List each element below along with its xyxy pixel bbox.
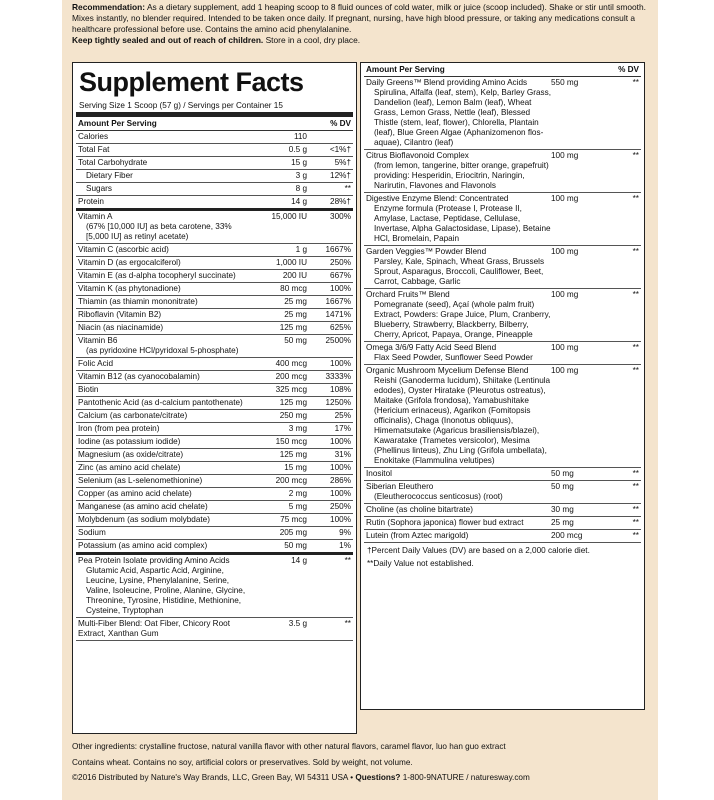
ingredient-dv: ** (632, 482, 639, 491)
nutrient-amount: 75 mcg (280, 515, 307, 524)
nutrient-name: Sugars (86, 184, 112, 193)
dv-label: % DV (330, 119, 351, 128)
nutrient-name-cell (78, 502, 251, 512)
nutrient-row (76, 144, 353, 157)
nutrient-amount: 325 mcg (275, 385, 307, 394)
ingredient-name-cell (366, 505, 551, 515)
ingredient-dv: ** (632, 290, 639, 299)
nutrient-amount: 5 mg (288, 502, 307, 511)
right-header (364, 63, 641, 77)
nutrient-amount: 205 mg (279, 528, 307, 537)
ingredient-dv: ** (632, 518, 639, 527)
nutrient-name-cell (78, 437, 251, 447)
ingredient-description: Flax Seed Powder, Sunflower Seed Powder (374, 353, 533, 362)
nutrient-amount: 14 g (291, 197, 307, 206)
nutrient-dv: 17% (334, 424, 351, 433)
ingredient-amount: 100 mg (551, 194, 579, 203)
ingredient-name: Daily Greens™ Blend providing Amino Acids (366, 78, 528, 87)
nutrient-row (76, 309, 353, 322)
nutrient-dv: 100% (330, 284, 351, 293)
blend-name: Pea Protein Isolate providing Amino Acids (78, 556, 230, 565)
nutrient-dv: 1667% (325, 297, 351, 306)
nutrient-dv: 9% (339, 528, 351, 537)
nutrient-row (76, 157, 353, 170)
nutrient-name-cell (78, 359, 251, 369)
ingredient-name-cell (366, 151, 551, 191)
blend-ingredient-row (364, 289, 641, 342)
nutrient-row (76, 527, 353, 540)
nutrient-dv: <1%† (329, 145, 351, 154)
nutrient-name-cell (78, 476, 251, 486)
nutrient-row (76, 423, 353, 436)
storage-warning: Keep tightly sealed and out of reach of children. (72, 35, 264, 45)
nutrient-name: Thiamin (as thiamin mononitrate) (78, 297, 198, 306)
nutrient-name-cell (78, 372, 251, 382)
right-dv-label: % DV (618, 65, 639, 74)
ingredient-dv: ** (632, 194, 639, 203)
nutrient-row (76, 335, 353, 358)
nutrient-amount: 50 mg (284, 336, 307, 345)
nutrient-name-cell (78, 212, 251, 242)
nutrient-amount: 0.5 g (288, 145, 307, 154)
nutrient-amount: 125 mg (279, 450, 307, 459)
nutrient-name: Vitamin D (as ergocalciferol) (78, 258, 181, 267)
blend-ingredient-row (364, 77, 641, 150)
nutrient-dv: 25% (334, 411, 351, 420)
ingredient-amount: 50 mg (551, 482, 574, 491)
nutrient-amount: 80 mcg (280, 284, 307, 293)
nutrient-amount: 110 (293, 132, 307, 141)
nutrient-name-cell (78, 132, 251, 142)
ingredient-dv: ** (632, 247, 639, 256)
nutrient-name-cell (78, 541, 251, 551)
blend-ingredient-row (364, 246, 641, 289)
blend-ingredient-row (364, 342, 641, 365)
nutrient-amount: 15 mg (284, 463, 307, 472)
blend-row (76, 555, 353, 618)
ingredient-amount: 100 mg (551, 290, 579, 299)
recommendation-lead: Recommendation: (72, 2, 146, 12)
ingredient-name: Digestive Enzyme Blend: Concentrated (366, 194, 509, 203)
ingredient-amount: 100 mg (551, 366, 579, 375)
nutrient-row (76, 170, 353, 183)
ingredient-name: Garden Veggies™ Powder Blend (366, 247, 487, 256)
nutrient-name: Magnesium (as oxide/citrate) (78, 450, 184, 459)
nutrient-name-cell (78, 258, 251, 268)
nutrient-dv: 3333% (325, 372, 351, 381)
nutrient-name-cell (78, 197, 251, 207)
right-amount-label: Amount Per Serving (366, 65, 445, 74)
nutrient-dv: 5%† (334, 158, 351, 167)
ingredient-name-cell (366, 531, 551, 541)
ingredient-description: Enzyme formula (Protease I, Protease II, Amylase, Lactase, Peptidase, Cellulase, Invertase, Alpha Galactosidase, Lipase), Betaine HCl, Bromelain, Papain (374, 204, 551, 243)
nutrient-amount: 150 mcg (275, 437, 307, 446)
nutrient-dv: 31% (334, 450, 351, 459)
nutrient-row (76, 283, 353, 296)
nutrient-dv: 108% (330, 385, 351, 394)
blend-ingredient-row (364, 530, 641, 543)
nutrient-name: Vitamin A (78, 212, 113, 221)
blend-ingredient-row (364, 365, 641, 468)
nutrient-row (76, 257, 353, 270)
footnote-dv: †Percent Daily Values (DV) are based on a 2,000 calorie diet. (367, 546, 590, 555)
serving-size: Serving Size 1 Scoop (57 g) / Servings per Container 15 (79, 101, 283, 110)
nutrient-name: Manganese (as amino acid chelate) (78, 502, 208, 511)
facts-header (76, 117, 353, 131)
ingredient-description: Pomegranate (seed), Açaí (whole palm fruit) Extract, Powders: Grape Juice, Plum, Cranberry, Blueberry, Strawberry, Blackberry, Bilberry, Cherry, Apricot, Papaya, Orange, Pineapple (374, 300, 551, 339)
nutrient-name-cell (78, 336, 251, 356)
amount-per-serving-label: Amount Per Serving (78, 119, 157, 128)
ingredient-name-cell (366, 343, 551, 363)
nutrient-name-cell (78, 184, 251, 194)
nutrient-name-cell (78, 145, 251, 155)
nutrient-name-cell (78, 284, 251, 294)
nutrient-name: Folic Acid (78, 359, 114, 368)
ingredient-amount: 100 mg (551, 151, 579, 160)
ingredient-name-cell (366, 78, 551, 148)
blend-row (76, 618, 353, 641)
nutrient-dv: 100% (330, 463, 351, 472)
ingredient-dv: ** (632, 469, 639, 478)
nutrient-name-cell (78, 158, 251, 168)
ingredient-name-cell (366, 366, 551, 466)
nutrient-dv: 667% (330, 271, 351, 280)
ingredient-name: Choline (as choline bitartrate) (366, 505, 473, 514)
ingredient-name-cell (366, 518, 551, 528)
nutrient-name: Niacin (as niacinamide) (78, 323, 164, 332)
nutrient-name: Iron (from pea protein) (78, 424, 160, 433)
nutrient-row (76, 244, 353, 257)
nutrient-dv: 12%† (330, 171, 351, 180)
ingredient-description: (Eleutherococcus senticosus) (root) (374, 492, 503, 501)
recommendation-text (72, 2, 652, 46)
ingredient-dv: ** (632, 78, 639, 87)
nutrient-row (76, 488, 353, 501)
ingredient-name-cell (366, 247, 551, 287)
copyright: ©2016 Distributed by Nature's Way Brands, LLC, Green Bay, WI 54311 USA • (72, 773, 354, 782)
nutrient-name-cell (78, 424, 251, 434)
ingredient-name-cell (366, 482, 551, 502)
nutrient-name: Zinc (as amino acid chelate) (78, 463, 181, 472)
ingredient-amount: 50 mg (551, 469, 574, 478)
blend-ingredient-row (364, 517, 641, 530)
supplement-facts-panel (72, 62, 357, 734)
nutrient-name-cell (78, 489, 251, 499)
nutrient-name: Potassium (as amino acid complex) (78, 541, 208, 550)
nutrient-amount: 2 mg (288, 489, 307, 498)
blend-ingredient-row (364, 504, 641, 517)
blend-dv: ** (344, 619, 351, 628)
ingredient-name: Lutein (from Aztec marigold) (366, 531, 469, 540)
nutrient-amount: 15 g (291, 158, 307, 167)
nutrient-row (76, 501, 353, 514)
nutrient-dv: 2500% (325, 336, 351, 345)
blend-ingredient-row (364, 150, 641, 193)
nutrient-name-cell (78, 323, 251, 333)
nutrient-name: Protein (78, 197, 104, 206)
ingredient-dv: ** (632, 151, 639, 160)
nutrient-amount: 3 mg (288, 424, 307, 433)
ingredient-dv: ** (632, 531, 639, 540)
ingredient-name: Omega 3/6/9 Fatty Acid Seed Blend (366, 343, 497, 352)
nutrient-dv: 28%† (330, 197, 351, 206)
blend-ingredient-row (364, 481, 641, 504)
nutrient-row (76, 397, 353, 410)
questions-label: Questions? (355, 773, 401, 782)
ingredient-amount: 550 mg (551, 78, 579, 87)
nutrient-name: Total Fat (78, 145, 110, 154)
nutrient-name: Calcium (as carbonate/citrate) (78, 411, 188, 420)
nutrient-amount: 1 g (295, 245, 307, 254)
nutrient-name-cell (78, 310, 251, 320)
ingredient-dv: ** (632, 505, 639, 514)
ingredient-name: Rutin (Sophora japonica) flower bud extract (366, 518, 524, 527)
nutrient-row (76, 131, 353, 144)
nutrient-row (76, 322, 353, 335)
facts-title: Supplement Facts (79, 67, 304, 97)
nutrient-name: Copper (as amino acid chelate) (78, 489, 192, 498)
blend-ingredient-row (364, 468, 641, 481)
nutrient-amount: 3 g (295, 171, 307, 180)
ingredient-amount: 200 mcg (551, 531, 583, 540)
nutrient-dv: 625% (330, 323, 351, 332)
nutrient-amount: 200 mcg (275, 476, 307, 485)
nutrient-amount: 200 mcg (275, 372, 307, 381)
nutrient-dv: 100% (330, 489, 351, 498)
recommendation-body: As a dietary supplement, add 1 heaping scoop to 8 fluid ounces of cold water, milk or juice (scoop included). Shake or stir until smooth. Mixes instantly, no blender required. Intended to be taken once daily. If pregnant, nursing, have high blood pressure, or taking any medications consult a healthcare professional before use. Contains the amino acid phenylalanine. (72, 2, 646, 34)
nutrient-amount: 25 mg (284, 297, 307, 306)
ingredient-name: Inositol (366, 469, 392, 478)
blend-ingredient-row (364, 193, 641, 246)
nutrient-name: Calories (78, 132, 109, 141)
nutrient-name-cell (78, 297, 251, 307)
ingredient-description: Parsley, Kale, Spinach, Wheat Grass, Brussels Sprout, Asparagus, Broccoli, Cauliflower, Beet, Carrot, Cabbage, Garlic (374, 257, 545, 286)
nutrient-amount: 200 IU (282, 271, 307, 280)
blend-description: Glutamic Acid, Aspartic Acid, Arginine, Leucine, Lysine, Phenylalanine, Serine, Valine, Isoleucine, Proline, Alanine, Glycine, Threonine, Tyrosine, Histidine, Methionine, Cysteine, Tryptophan (86, 566, 246, 615)
nutrient-row (76, 196, 353, 211)
nutrient-row (76, 475, 353, 488)
nutrient-dv: 286% (330, 476, 351, 485)
ingredient-name: Citrus Bioflavonoid Complex (366, 151, 469, 160)
nutrient-dv: 100% (330, 359, 351, 368)
footnote-not-established: **Daily Value not established. (367, 559, 474, 568)
nutrient-name: Riboflavin (Vitamin B2) (78, 310, 162, 319)
nutrient-name: Iodine (as potassium iodide) (78, 437, 181, 446)
nutrient-dv: 100% (330, 437, 351, 446)
nutrient-amount: 125 mg (279, 323, 307, 332)
nutrient-name-cell (78, 385, 251, 395)
nutrient-amount: 8 g (295, 184, 307, 193)
nutrient-amount: 25 mg (284, 310, 307, 319)
nutrient-amount: 250 mg (279, 411, 307, 420)
ingredient-description: (from lemon, tangerine, bitter orange, grapefruit) providing: Hesperidin, Eriocitrin, Naringin, Narirutin, Flavones and Flavonols (374, 161, 549, 190)
blend-amount: 3.5 g (288, 619, 307, 628)
blend-name-cell (78, 556, 251, 616)
nutrient-name-cell (78, 245, 251, 255)
ingredient-amount: 100 mg (551, 247, 579, 256)
nutrient-name: Molybdenum (as sodium molybdate) (78, 515, 210, 524)
supplement-facts-continued (360, 62, 645, 710)
nutrient-name-cell (78, 463, 251, 473)
ingredient-name: Organic Mushroom Mycelium Defense Blend (366, 366, 529, 375)
nutrient-name: Vitamin C (ascorbic acid) (78, 245, 169, 254)
blend-dv: ** (344, 556, 351, 565)
contains-statement: Contains wheat. Contains no soy, artificial colors or preservatives. Sold by weight, not volume. (72, 758, 413, 767)
nutrient-name: Vitamin E (as d-alpha tocopheryl succinate) (78, 271, 236, 280)
nutrient-name: Sodium (78, 528, 106, 537)
nutrient-name: Total Carbohydrate (78, 158, 148, 167)
ingredient-amount: 25 mg (551, 518, 574, 527)
ingredient-name: Siberian Eleuthero (366, 482, 434, 491)
nutrient-name: Dietary Fiber (86, 171, 133, 180)
nutrient-name: Selenium (as L-selenomethionine) (78, 476, 203, 485)
ingredient-description: Spirulina, Alfalfa (leaf, stem), Kelp, Barley Grass, Dandelion (leaf), Lemon Balm (leaf), Wheat Grass, Lemon Grass, Nettle (leaf), Blessed Thistle (stem, leaf, flower), Chlorella, Plantain (leaf), Blue Green Algae (Aphanizomenon flos-aquae), Cilantro (leaf) (374, 88, 552, 147)
nutrient-name-cell (78, 411, 251, 421)
nutrient-dv: 250% (330, 502, 351, 511)
ingredient-dv: ** (632, 366, 639, 375)
blend-name-cell (78, 619, 251, 639)
other-ingredients: Other ingredients: crystalline fructose, natural vanilla flavor with other natural flavors, caramel flavor, luo han guo extract (72, 742, 506, 751)
ingredient-name-cell (366, 469, 551, 479)
storage-note: Store in a cool, dry place. (265, 35, 361, 45)
nutrient-dv: 1% (339, 541, 351, 550)
nutrient-dv: 1250% (325, 398, 351, 407)
blend-amount: 14 g (291, 556, 307, 565)
distributor-line (72, 772, 652, 783)
nutrient-description: (67% [10,000 IU] as beta carotene, 33% [5,000 IU] as retinyl acetate) (86, 222, 232, 241)
nutrient-amount: 400 mcg (275, 359, 307, 368)
nutrient-name-cell (78, 271, 251, 281)
nutrient-row (76, 384, 353, 397)
facts-rows (73, 131, 356, 641)
ingredient-name-cell (366, 194, 551, 244)
nutrient-name-cell (78, 171, 251, 181)
nutrient-row (76, 371, 353, 384)
nutrient-name: Pantothenic Acid (as d-calcium pantothenate) (78, 398, 243, 407)
nutrient-dv: 100% (330, 515, 351, 524)
nutrient-name-cell (78, 398, 251, 408)
ingredient-name: Orchard Fruits™ Blend (366, 290, 450, 299)
nutrient-amount: 1,000 IU (276, 258, 307, 267)
nutrient-name-cell (78, 528, 251, 538)
nutrient-row (76, 540, 353, 555)
nutrient-dv: 1471% (325, 310, 351, 319)
nutrient-name-cell (78, 515, 251, 525)
nutrient-dv: 250% (330, 258, 351, 267)
ingredient-name-cell (366, 290, 551, 340)
nutrient-dv: 1667% (325, 245, 351, 254)
nutrient-dv: ** (344, 184, 351, 193)
nutrient-name: Vitamin B6 (78, 336, 118, 345)
nutrient-name: Vitamin B12 (as cyanocobalamin) (78, 372, 200, 381)
nutrient-row (76, 211, 353, 244)
nutrient-amount: 50 mg (284, 541, 307, 550)
nutrient-name-cell (78, 450, 251, 460)
nutrient-name: Biotin (78, 385, 99, 394)
nutrient-row (76, 514, 353, 527)
nutrient-row (76, 270, 353, 283)
right-rows (361, 77, 644, 543)
nutrient-row (76, 296, 353, 309)
nutrient-row (76, 358, 353, 371)
nutrient-row (76, 183, 353, 196)
nutrient-row (76, 462, 353, 475)
nutrient-amount: 15,000 IU (271, 212, 307, 221)
ingredient-amount: 30 mg (551, 505, 574, 514)
contact-info: 1-800-9NATURE / naturesway.com (402, 773, 530, 782)
nutrient-name: Vitamin K (as phytonadione) (78, 284, 181, 293)
nutrient-dv (307, 132, 351, 142)
ingredient-dv: ** (632, 343, 639, 352)
nutrient-amount: 125 mg (279, 398, 307, 407)
nutrient-dv: 300% (330, 212, 351, 221)
blend-name: Multi-Fiber Blend: Oat Fiber, Chicory Root Extract, Xanthan Gum (78, 619, 230, 638)
nutrient-row (76, 410, 353, 423)
ingredient-description: Reishi (Ganoderma lucidum), Shiitake (Lentinula edodes), Oyster Hiratake (Pleurotus ostreatus), Maitake (Grifola frondosa), Yamabushitake (Hericium erinaceus), Agarikon (Fomitopsis officinalis), Chaga (Inonotus obliquus), Himematsutake (Agaricus brasiliensis/blazei), Kawaratake (Trametes versicolor), Mesima (Phellinus linteus), Zhu Ling (Grifola umbellata), Enokitake (Flammulina velutipes) (374, 376, 551, 465)
nutrient-description: (as pyridoxine HCl/pyridoxal 5-phosphate) (86, 346, 239, 355)
nutrient-row (76, 436, 353, 449)
ingredient-amount: 100 mg (551, 343, 579, 352)
nutrient-row (76, 449, 353, 462)
